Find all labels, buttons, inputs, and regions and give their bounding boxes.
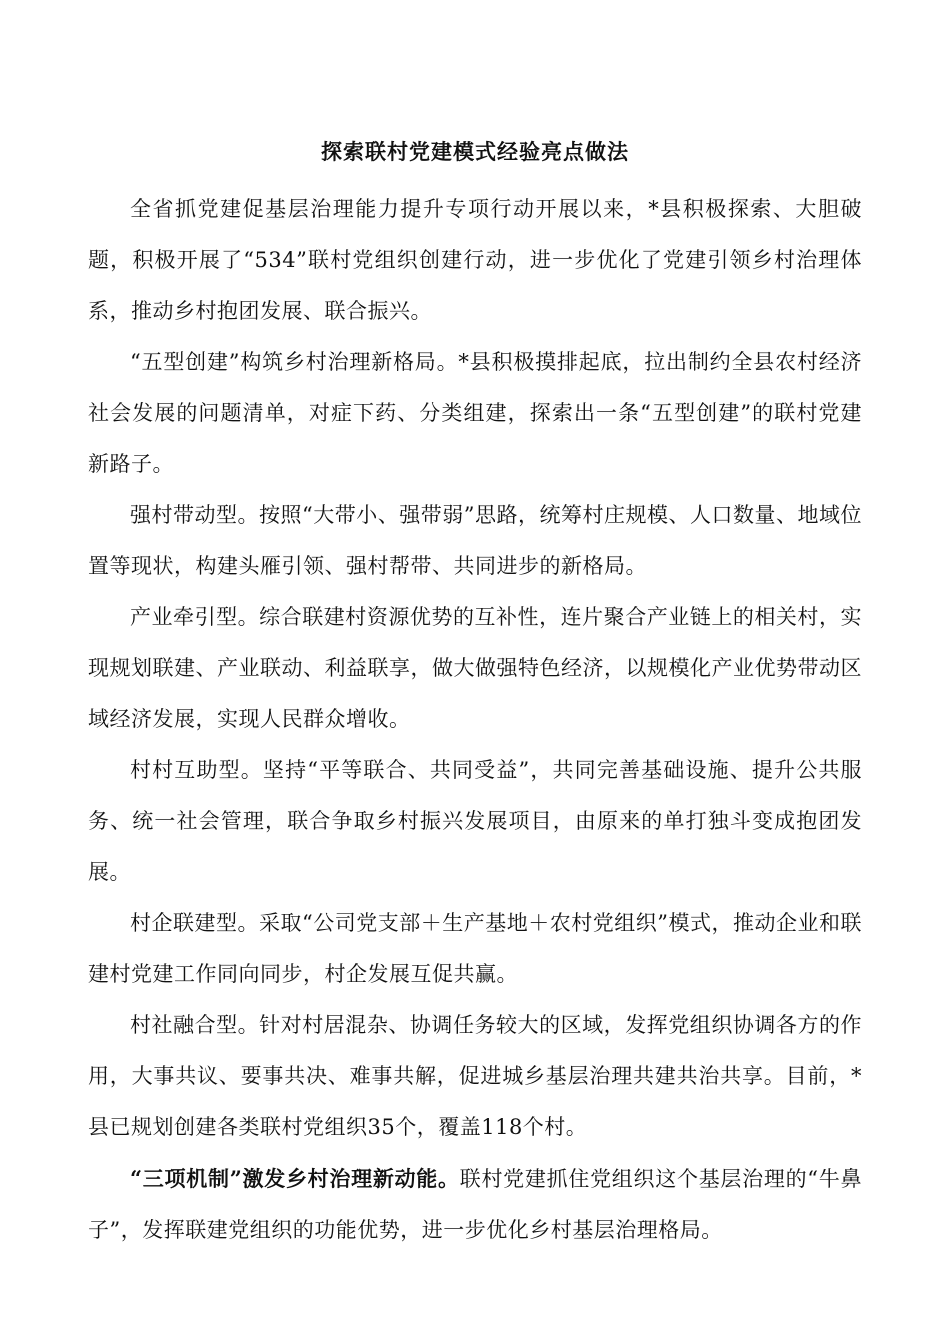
paragraph-text: 联村党建抓住党组织这个基层治理的“牛鼻子”，发挥联建党组织的功能优势，进一步优化乡村基层治理格局。 [88, 1167, 862, 1242]
paragraph-five-types [88, 337, 862, 490]
paragraph-intro [88, 184, 862, 337]
paragraph-text: 村社融合型。针对村居混杂、协调任务较大的区域，发挥党组织协调各方的作用，大事共议、要事共决、难事共解，促进城乡基层治理共建共治共享。目前，*县已规划创建各类联村党组织35个，覆盖118个村。 [88, 1013, 862, 1139]
paragraph-village-community [88, 1000, 862, 1153]
paragraph-text: 产业牵引型。综合联建村资源优势的互补性，连片聚合产业链上的相关村，实现规划联建、产业联动、利益联享，做大做强特色经济，以规模化产业优势带动区域经济发展，实现人民群众增收。 [88, 605, 862, 731]
paragraph-lead: “三项机制”激发乡村治理新动能。 [130, 1166, 460, 1191]
paragraph-three-mechanisms [88, 1153, 862, 1256]
paragraph-text: “五型创建”构筑乡村治理新格局。*县积极摸排起底，拉出制约全县农村经济社会发展的问题清单，对症下药、分类组建，探索出一条“五型创建”的联村党建新路子。 [88, 350, 862, 476]
document-title: 探索联村党建模式经验亮点做法 [321, 139, 629, 164]
paragraph-text: 强村带动型。按照“大带小、强带弱”思路，统筹村庄规模、人口数量、地域位置等现状，构建头雁引领、强村帮带、共同进步的新格局。 [88, 503, 862, 578]
paragraph-village-enterprise [88, 898, 862, 1000]
paragraph-text: 全省抓党建促基层治理能力提升专项行动开展以来，*县积极探索、大胆破题，积极开展了“534”联村党组织创建行动，进一步优化了党建引领乡村治理体系，推动乡村抱团发展、联合振兴。 [88, 197, 862, 323]
paragraph-text: 村企联建型。采取“公司党支部＋生产基地＋农村党组织”模式，推动企业和联建村党建工作同向同步，村企发展互促共赢。 [88, 911, 862, 986]
paragraph-text: 村村互助型。坚持“平等联合、共同受益”，共同完善基础设施、提升公共服务、统一社会管理，联合争取乡村振兴发展项目，由原来的单打独斗变成抱团发展。 [88, 758, 862, 884]
document-body [88, 184, 862, 1256]
paragraph-industry [88, 592, 862, 745]
paragraph-mutual-aid [88, 745, 862, 898]
paragraph-strong-village [88, 490, 862, 592]
